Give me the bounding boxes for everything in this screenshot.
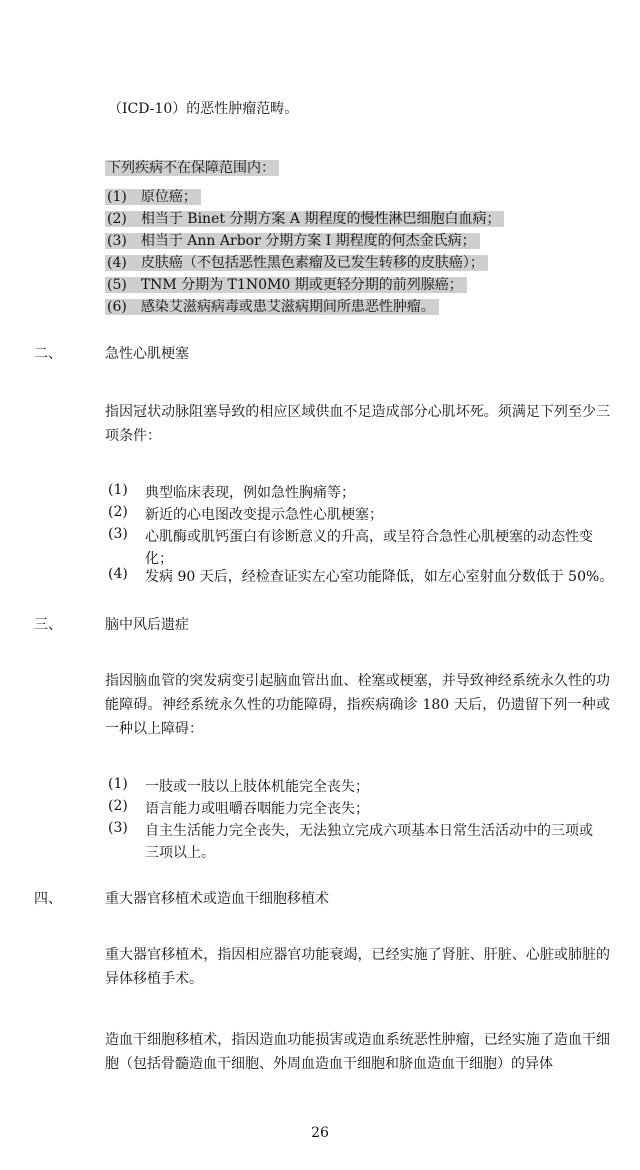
exclusion-item-4: (4) 皮肤癌（不包括恶性黑色素瘤及已发生转移的皮肤癌）；	[105, 252, 488, 274]
section-3-item-3-text: 自主生活能力完全丧失，无法独立完成六项基本日常生活活动中的三项或	[145, 823, 593, 839]
section-2-title: 急性心肌梗塞	[105, 346, 189, 362]
exclusion-item-3: (3) 相当于 Ann Arbor 分期方案 I 期程度的何杰金氏病；	[105, 230, 480, 252]
section-2-item-4-text: 发病 90 天后，经检查证实左心室功能降低，如左心室射血分数低于 50%。	[145, 569, 614, 585]
intro-line: （ICD-10）的恶性肿瘤范畴。	[108, 101, 299, 117]
section-2-item-1-num: (1)	[108, 482, 128, 498]
section-3-item-1-text: 一肢或一肢以上肢体机能完全丧失；	[145, 779, 369, 795]
section-3-item-2-text: 语言能力或咀嚼吞咽能力完全丧失；	[145, 801, 369, 817]
exclusion-heading: 下列疾病不在保障范围内：	[105, 157, 279, 179]
section-4-paragraph-2: 造血干细胞移植术，指因造血功能损害或造血系统恶性肿瘤，已经实施了造血干细胞（包括骨髓造血干细胞、外周血造血干细胞和脐血造血干细胞）的异体	[105, 1032, 610, 1072]
section-4-number: 四、	[34, 891, 62, 907]
section-3-number: 三、	[34, 617, 62, 633]
section-3-title: 脑中风后遗症	[105, 617, 189, 633]
section-2-item-2-text: 新近的心电图改变提示急性心肌梗塞；	[145, 507, 383, 523]
section-3-item-1-num: (1)	[108, 776, 128, 792]
exclusion-item-2: (2) 相当于 Binet 分期方案 A 期程度的慢性淋巴细胞白血病；	[105, 208, 504, 230]
section-3-paragraph: 指因脑血管的突发病变引起脑血管出血、栓塞或梗塞，并导致神经系统永久性的功能障碍。神经系统永久性的功能障碍，指疾病确诊 180 天后，仍遗留下列一种或一种以上障碍：	[105, 673, 610, 737]
section-2-item-3-num: (3)	[108, 526, 128, 542]
section-2-item-3-cont: 化；	[145, 551, 173, 567]
section-4-title: 重大器官移植术或造血干细胞移植术	[105, 891, 329, 907]
section-3-item-2-num: (2)	[108, 798, 128, 814]
exclusion-item-6: (6) 感染艾滋病病毒或患艾滋病期间所患恶性肿瘤。	[105, 296, 439, 318]
section-2-item-3-text: 心肌酶或肌钙蛋白有诊断意义的升高，或呈符合急性心肌梗塞的动态性变	[145, 529, 593, 545]
section-2-paragraph: 指因冠状动脉阻塞导致的相应区域供血不足造成部分心肌坏死。须满足下列至少三项条件：	[105, 404, 610, 444]
section-2-item-4-num: (4)	[108, 566, 128, 582]
section-2-item-2-num: (2)	[108, 504, 128, 520]
section-2-item-1-text: 典型临床表现，例如急性胸痛等；	[145, 485, 355, 501]
section-3-item-3-cont: 三项以上。	[145, 845, 215, 861]
exclusion-item-1: (1) 原位癌；	[105, 186, 201, 208]
page-number: 26	[311, 1125, 329, 1141]
exclusion-item-5: (5) TNM 分期为 T1N0M0 期或更轻分期的前列腺癌；	[105, 274, 467, 296]
section-3-item-3-num: (3)	[108, 820, 128, 836]
section-4-paragraph-1: 重大器官移植术，指因相应器官功能衰竭，已经实施了肾脏、肝脏、心脏或肺脏的异体移植手术。	[105, 947, 610, 987]
section-2-number: 二、	[34, 346, 62, 362]
